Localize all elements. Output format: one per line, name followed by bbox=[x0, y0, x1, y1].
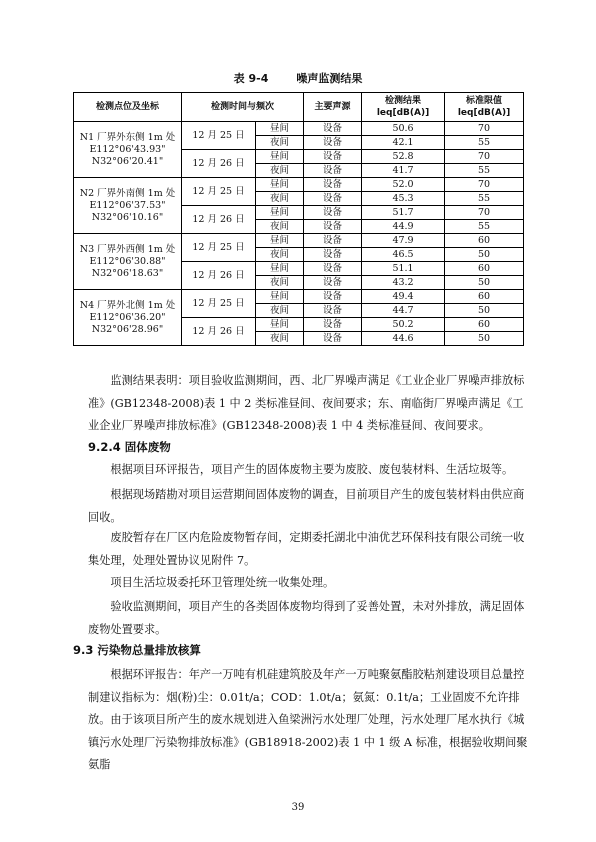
point-cell bbox=[74, 178, 182, 234]
source-cell: 设备 bbox=[304, 276, 362, 290]
limit-cell: 70 bbox=[445, 150, 524, 164]
period-cell: 夜间 bbox=[256, 164, 304, 178]
point-name: N3 厂界外西侧 1m 处 bbox=[79, 243, 176, 255]
noise-monitoring-table bbox=[73, 92, 524, 346]
source-cell: 设备 bbox=[304, 262, 362, 276]
result-cell: 41.7 bbox=[362, 164, 445, 178]
date-cell: 12 月 26 日 bbox=[182, 318, 256, 346]
result-cell: 50.2 bbox=[362, 318, 445, 332]
result-cell: 44.9 bbox=[362, 220, 445, 234]
result-cell: 52.8 bbox=[362, 150, 445, 164]
result-cell: 49.4 bbox=[362, 290, 445, 304]
date-cell: 12 月 25 日 bbox=[182, 290, 256, 318]
period-cell: 昼间 bbox=[256, 290, 304, 304]
point-cell bbox=[74, 234, 182, 290]
result-cell: 51.7 bbox=[362, 206, 445, 220]
date-cell: 12 月 26 日 bbox=[182, 262, 256, 290]
date-cell: 12 月 25 日 bbox=[182, 178, 256, 206]
date-cell: 12 月 25 日 bbox=[182, 234, 256, 262]
point-lat: N32°06'10.16" bbox=[91, 211, 164, 223]
period-cell: 夜间 bbox=[256, 304, 304, 318]
source-cell: 设备 bbox=[304, 304, 362, 318]
date-cell: 12 月 26 日 bbox=[182, 150, 256, 178]
period-cell: 昼间 bbox=[256, 234, 304, 248]
noise-conclusion-paragraph: 监测结果表明：项目验收监测期间，西、北厂界噪声满足《工业企业厂界噪声排放标准》(GB12348-2008)表 1 中 2 类标准昼间、夜间要求；东、南临街厂界噪声满足《工业企业厂界噪声排放标准》(GB12348-2008)表 1 中 4 类标准昼间、夜间要求。 bbox=[88, 374, 525, 432]
result-cell: 47.9 bbox=[362, 234, 445, 248]
limit-cell: 50 bbox=[445, 248, 524, 262]
source-cell: 设备 bbox=[304, 290, 362, 304]
limit-cell: 70 bbox=[445, 178, 524, 192]
limit-cell: 70 bbox=[445, 122, 524, 136]
result-cell: 51.1 bbox=[362, 262, 445, 276]
period-cell: 夜间 bbox=[256, 332, 304, 346]
result-cell: 52.0 bbox=[362, 178, 445, 192]
limit-cell: 55 bbox=[445, 192, 524, 206]
table-row bbox=[74, 122, 524, 136]
date-cell: 12 月 25 日 bbox=[182, 122, 256, 150]
point-lat: N32°06'28.96" bbox=[91, 323, 164, 335]
source-cell: 设备 bbox=[304, 318, 362, 332]
period-cell: 夜间 bbox=[256, 136, 304, 150]
source-cell: 设备 bbox=[304, 122, 362, 136]
header-result bbox=[362, 93, 445, 122]
period-cell: 昼间 bbox=[256, 150, 304, 164]
limit-cell: 50 bbox=[445, 276, 524, 290]
period-cell: 昼间 bbox=[256, 262, 304, 276]
header-limit-line2: leq[dB(A)] bbox=[457, 108, 511, 118]
limit-cell: 50 bbox=[445, 304, 524, 318]
source-cell: 设备 bbox=[304, 234, 362, 248]
header-limit bbox=[445, 93, 524, 122]
table-caption-title: 噪声监测结果 bbox=[296, 72, 363, 85]
header-result-line1: 检测结果 bbox=[385, 96, 422, 106]
source-cell: 设备 bbox=[304, 164, 362, 178]
result-cell: 44.7 bbox=[362, 304, 445, 318]
table-row bbox=[74, 178, 524, 192]
header-limit-line1: 标准限值 bbox=[466, 96, 503, 106]
result-cell: 45.3 bbox=[362, 192, 445, 206]
source-cell: 设备 bbox=[304, 192, 362, 206]
table-row bbox=[74, 234, 524, 248]
point-cell bbox=[74, 122, 182, 178]
header-source: 主要声源 bbox=[304, 93, 362, 122]
table-caption bbox=[0, 70, 596, 86]
result-cell: 46.5 bbox=[362, 248, 445, 262]
paragraph-solid-1: 根据项目环评报告，项目产生的固体废物主要为废胶、废包装材料、生活垃圾等。 bbox=[110, 463, 514, 476]
limit-cell: 60 bbox=[445, 290, 524, 304]
table-caption-number: 表 9-4 bbox=[233, 72, 269, 85]
page-number: 39 bbox=[291, 802, 305, 813]
period-cell: 夜间 bbox=[256, 276, 304, 290]
limit-cell: 55 bbox=[445, 136, 524, 150]
point-name: N1 厂界外东侧 1m 处 bbox=[79, 131, 176, 143]
result-cell: 44.6 bbox=[362, 332, 445, 346]
point-cell bbox=[74, 290, 182, 346]
limit-cell: 60 bbox=[445, 234, 524, 248]
point-lon: E112°06'30.88" bbox=[89, 255, 166, 267]
source-cell: 设备 bbox=[304, 178, 362, 192]
limit-cell: 55 bbox=[445, 164, 524, 178]
paragraph-total-1: 根据环评报告：年产一万吨有机硅建筑胶及年产一万吨聚氨酯胶粘剂建设项目总量控制建议指标为：烟(粉)尘：0.01t/a；COD：1.0t/a；氨氮：0.1t/a；工业固废不允许排放。由于该项目所产生的废水规划进入鱼梁洲污水处理厂处理，污水处理厂尾水执行《城镇污水处理厂污染物排放标准》(GB18918-2002)表 1 中 1 级 A 标准，根据验收期间聚氨脂 bbox=[88, 668, 528, 771]
point-lon: E112°06'43.93" bbox=[89, 143, 166, 155]
period-cell: 昼间 bbox=[256, 206, 304, 220]
paragraph-solid-3: 废胶暂存在厂区内危险废物暂存间，定期委托湖北中油优艺环保科技有限公司统一收集处理，处理处置协议见附件 7。 bbox=[88, 531, 525, 567]
source-cell: 设备 bbox=[304, 248, 362, 262]
limit-cell: 60 bbox=[445, 262, 524, 276]
header-point: 检测点位及坐标 bbox=[74, 93, 182, 122]
limit-cell: 70 bbox=[445, 206, 524, 220]
result-cell: 42.1 bbox=[362, 136, 445, 150]
source-cell: 设备 bbox=[304, 206, 362, 220]
period-cell: 夜间 bbox=[256, 220, 304, 234]
date-cell: 12 月 26 日 bbox=[182, 206, 256, 234]
source-cell: 设备 bbox=[304, 332, 362, 346]
period-cell: 夜间 bbox=[256, 248, 304, 262]
section-heading-solid-waste: 9.2.4 固体废物 bbox=[88, 440, 171, 454]
source-cell: 设备 bbox=[304, 136, 362, 150]
period-cell: 昼间 bbox=[256, 178, 304, 192]
section-heading-total-emission: 9.3 污染物总量排放核算 bbox=[73, 643, 201, 657]
paragraph-solid-4: 项目生活垃圾委托环卫管理处统一收集处理。 bbox=[110, 576, 335, 589]
header-result-line2: leq[dB(A)] bbox=[376, 108, 430, 118]
result-cell: 43.2 bbox=[362, 276, 445, 290]
point-name: N4 厂界外北侧 1m 处 bbox=[79, 299, 176, 311]
period-cell: 昼间 bbox=[256, 318, 304, 332]
limit-cell: 55 bbox=[445, 220, 524, 234]
limit-cell: 50 bbox=[445, 332, 524, 346]
source-cell: 设备 bbox=[304, 220, 362, 234]
result-cell: 50.6 bbox=[362, 122, 445, 136]
point-lon: E112°06'37.53" bbox=[89, 199, 166, 211]
paragraph-solid-2: 根据现场踏勘对项目运营期间固体废物的调查，目前项目产生的废包装材料由供应商回收。 bbox=[88, 488, 525, 524]
point-lat: N32°06'18.63" bbox=[91, 267, 164, 279]
noise-table-body bbox=[74, 122, 524, 346]
table-row bbox=[74, 290, 524, 304]
limit-cell: 60 bbox=[445, 318, 524, 332]
point-lat: N32°06'20.41" bbox=[91, 155, 164, 167]
header-time: 检测时间与频次 bbox=[182, 93, 304, 122]
point-name: N2 厂界外南侧 1m 处 bbox=[79, 187, 176, 199]
source-cell: 设备 bbox=[304, 150, 362, 164]
period-cell: 昼间 bbox=[256, 122, 304, 136]
paragraph-solid-5: 验收监测期间，项目产生的各类固体废物均得到了妥善处置，未对外排放，满足固体废物处置要求。 bbox=[88, 600, 525, 636]
point-lon: E112°06'36.20" bbox=[89, 311, 166, 323]
period-cell: 夜间 bbox=[256, 192, 304, 206]
